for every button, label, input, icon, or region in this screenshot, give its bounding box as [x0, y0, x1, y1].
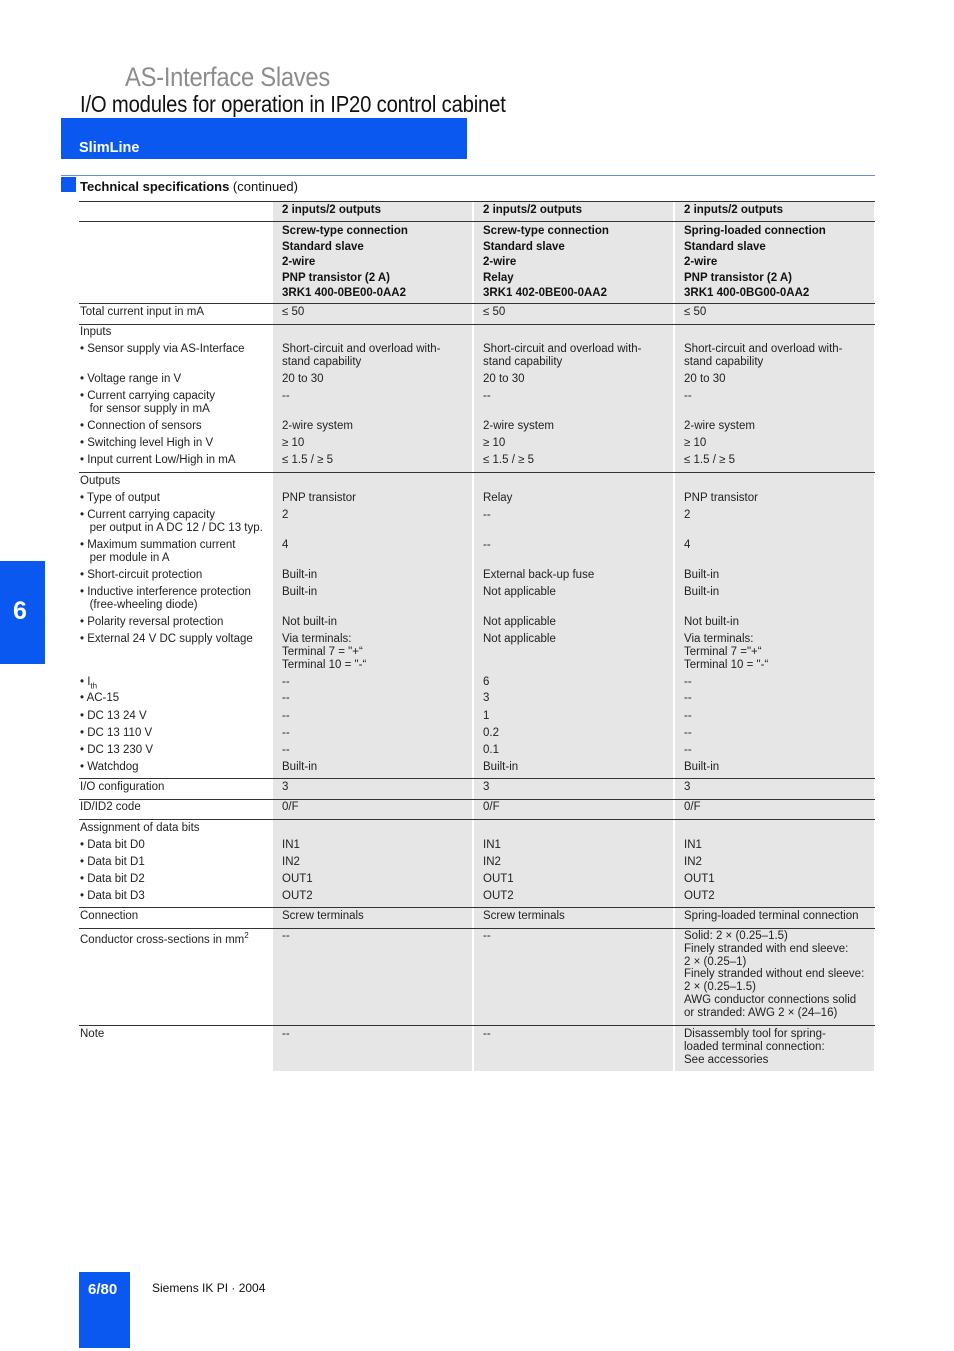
row-value: Not built-in: [282, 616, 337, 628]
row-label-text: • Switching level High in V: [80, 437, 214, 449]
row-value: Built-in: [282, 586, 318, 598]
page-title: AS-Interface Slaves: [125, 62, 330, 92]
row-label-text: • Voltage range in V: [80, 373, 182, 385]
row-label: [80, 930, 249, 947]
row-label-text: • Connection of sensors: [80, 420, 202, 432]
row-value: ≤ 1.5 / ≥ 5: [483, 454, 534, 466]
row-value: 2-wire system: [282, 420, 353, 432]
row-label-superscript: 2: [244, 931, 249, 940]
row-label-text: • Sensor supply via AS-Interface: [80, 343, 245, 355]
row-value: ≤ 50: [282, 306, 305, 318]
table-rule: [79, 799, 875, 800]
row-value: 4: [282, 539, 289, 551]
row-label-text: • External 24 V DC supply voltage: [80, 633, 253, 645]
row-value: --: [483, 930, 491, 942]
column-description: Screw-type connection Standard slave 2-wire Relay 3RK1 402-0BE00-0AA2: [483, 225, 609, 299]
row-value: ≥ 10: [684, 437, 707, 449]
row-label: [80, 420, 202, 433]
row-label: [80, 306, 204, 319]
row-label-text: ID/ID2 code: [80, 801, 141, 813]
row-label-text: • AC-15: [80, 692, 120, 704]
row-value: ≤ 50: [684, 306, 707, 318]
row-value: --: [684, 390, 692, 402]
row-value: 1: [483, 710, 490, 722]
row-label-text: • Short-circuit protection: [80, 569, 203, 581]
row-label: [80, 910, 138, 923]
row-value: 2-wire system: [483, 420, 554, 432]
row-value: 3: [483, 692, 490, 704]
row-label: [80, 437, 213, 450]
row-value: ≥ 10: [483, 437, 506, 449]
row-label-text: • Data bit D3: [80, 890, 145, 902]
row-value: --: [282, 710, 290, 722]
row-value: OUT1: [282, 873, 313, 885]
row-value: 20 to 30: [483, 373, 525, 385]
table-rule: [79, 907, 875, 908]
row-value: ≤ 1.5 / ≥ 5: [684, 454, 735, 466]
row-label-text: • Watchdog: [80, 761, 139, 773]
row-label-text: Connection: [80, 910, 139, 922]
column-description: Spring-loaded connection Standard slave 2-wire PNP transistor (2 A) 3RK1 400-0BG00-0AA2: [684, 225, 826, 299]
row-value: IN1: [282, 839, 300, 851]
row-label: [80, 492, 160, 505]
row-value: --: [282, 727, 290, 739]
row-value: PNP transistor: [282, 492, 356, 504]
row-value: ≤ 1.5 / ≥ 5: [282, 454, 333, 466]
row-label: [80, 390, 215, 416]
row-label: [80, 539, 235, 565]
row-value: Spring-loaded terminal connection: [684, 910, 859, 922]
row-value: Relay: [483, 492, 513, 504]
row-value: 2-wire system: [684, 420, 755, 432]
publisher-note: Siemens IK PI · 2004: [152, 1281, 266, 1295]
row-value: Built-in: [684, 586, 720, 598]
column-description: Screw-type connection Standard slave 2-wire PNP transistor (2 A) 3RK1 400-0BE00-0AA2: [282, 225, 408, 299]
column-header: 2 inputs/2 outputs: [684, 204, 784, 216]
row-label-text: I/O configuration: [80, 781, 165, 793]
table-rule: [79, 1025, 875, 1026]
row-label: [80, 890, 145, 903]
row-label-text: • Data bit D2: [80, 873, 145, 885]
row-value: 20 to 30: [282, 373, 324, 385]
row-value: 6: [483, 676, 490, 688]
row-value: Built-in: [684, 761, 720, 773]
chapter-number: 6: [13, 597, 27, 625]
row-value: IN2: [282, 856, 300, 868]
row-value: --: [282, 744, 290, 756]
row-value: Not applicable: [483, 616, 556, 628]
spec-heading-suffix: (continued): [229, 179, 298, 194]
row-label-text: Note: [80, 1028, 105, 1040]
row-label: [80, 616, 223, 629]
row-label: [80, 839, 145, 852]
row-value: --: [282, 676, 290, 688]
row-value: --: [282, 930, 290, 942]
row-value: --: [282, 692, 290, 704]
row-value: OUT2: [282, 890, 313, 902]
row-label: [80, 744, 153, 757]
row-value: Built-in: [684, 569, 720, 581]
row-label-text: • Inductive interference protection (free-wheeling diode): [80, 586, 251, 611]
row-value: Not built-in: [684, 616, 739, 628]
page-subtitle: I/O modules for operation in IP20 control cabinet: [80, 91, 506, 117]
row-value: Short-circuit and overload with- stand capability: [282, 343, 441, 368]
row-label-text: Inputs: [80, 326, 112, 338]
row-value: 0.1: [483, 744, 499, 756]
row-value: --: [483, 1028, 491, 1040]
row-label-text: • Type of output: [80, 492, 160, 504]
table-rule: [79, 324, 875, 325]
row-value: External back-up fuse: [483, 569, 595, 581]
row-value: --: [483, 390, 491, 402]
row-value: 0/F: [684, 801, 701, 813]
page-number-box: [79, 1272, 130, 1348]
table-rule: [79, 472, 875, 473]
row-label: [80, 781, 164, 794]
row-value: Via terminals: Terminal 7 ="+“ Terminal 10 = "-“: [684, 633, 769, 671]
row-label: [80, 692, 119, 705]
row-value: --: [684, 710, 692, 722]
row-value: 20 to 30: [684, 373, 726, 385]
row-label-text: • Data bit D1: [80, 856, 145, 868]
row-value: Built-in: [483, 761, 519, 773]
row-value: --: [684, 744, 692, 756]
table-rule: [79, 303, 875, 304]
row-value: --: [684, 727, 692, 739]
row-label-text: • Data bit D0: [80, 839, 145, 851]
page-number: 6/80: [88, 1281, 118, 1298]
row-label: [80, 373, 181, 386]
row-label-text: Assignment of data bits: [80, 822, 200, 834]
row-value: Screw terminals: [483, 910, 565, 922]
table-rule: [79, 221, 875, 222]
row-value: 3: [483, 781, 490, 793]
row-value: Built-in: [282, 569, 318, 581]
row-label-text: • Maximum summation current per module in A: [80, 539, 236, 564]
row-label: [80, 586, 251, 612]
row-label: [80, 761, 139, 774]
row-value: --: [483, 539, 491, 551]
row-label: [80, 822, 200, 835]
row-label-text: • I: [80, 676, 91, 688]
row-label: [80, 633, 253, 646]
row-value: OUT2: [483, 890, 514, 902]
row-label: [80, 801, 141, 814]
row-value: --: [282, 1028, 290, 1040]
row-label: [80, 727, 152, 740]
row-label: [80, 509, 263, 535]
row-label-text: • DC 13 110 V: [80, 727, 153, 739]
table-rule: [79, 928, 875, 929]
row-label-text: • Current carrying capacity per output in A DC 12 / DC 13 typ.: [80, 509, 263, 534]
row-value: --: [483, 509, 491, 521]
row-value: Built-in: [282, 761, 318, 773]
row-label-text: • DC 13 24 V: [80, 710, 147, 722]
row-label: [80, 1028, 104, 1041]
row-label-text: Conductor cross-sections in mm: [80, 933, 245, 946]
row-value: IN1: [483, 839, 501, 851]
spec-heading-bold: Technical specifications: [80, 179, 230, 194]
column-header: 2 inputs/2 outputs: [282, 204, 382, 216]
row-label-text: • Input current Low/High in mA: [80, 454, 236, 466]
row-label: [80, 710, 147, 723]
row-label-text: • DC 13 230 V: [80, 744, 154, 756]
row-label: [80, 569, 202, 582]
row-value: 3: [282, 781, 289, 793]
row-value: Not applicable: [483, 586, 556, 598]
row-value: Screw terminals: [282, 910, 364, 922]
row-value: Short-circuit and overload with- stand capability: [684, 343, 843, 368]
row-value: OUT1: [483, 873, 514, 885]
row-value: --: [684, 676, 692, 688]
row-value: OUT1: [684, 873, 715, 885]
table-rule: [79, 778, 875, 779]
row-label-text: • Current carrying capacity for sensor supply in mA: [80, 390, 216, 415]
table-rule: [79, 201, 875, 202]
row-value: --: [684, 692, 692, 704]
row-value: OUT2: [684, 890, 715, 902]
row-value: PNP transistor: [684, 492, 758, 504]
row-value: ≥ 10: [282, 437, 305, 449]
row-value: 3: [684, 781, 691, 793]
row-value: IN2: [483, 856, 501, 868]
row-label: [80, 454, 236, 467]
row-value: 2: [684, 509, 691, 521]
row-label-text: • Polarity reversal protection: [80, 616, 224, 628]
row-value: IN2: [684, 856, 702, 868]
row-value: --: [282, 390, 290, 402]
row-label: [80, 326, 111, 339]
row-value: 4: [684, 539, 691, 551]
row-label: [80, 676, 97, 693]
row-value: Via terminals: Terminal 7 = "+“ Terminal 10 = "-“: [282, 633, 367, 671]
row-value: IN1: [684, 839, 702, 851]
section-title: SlimLine: [79, 140, 140, 156]
row-label: [80, 856, 145, 869]
row-label-text: Total current input in mA: [80, 306, 205, 318]
row-value: 0/F: [282, 801, 299, 813]
column-header: 2 inputs/2 outputs: [483, 204, 583, 216]
row-value: Short-circuit and overload with- stand capability: [483, 343, 642, 368]
row-value: Not applicable: [483, 633, 556, 645]
row-label: [80, 343, 244, 356]
row-value: 2: [282, 509, 289, 521]
row-value: ≤ 50: [483, 306, 506, 318]
table-rule: [79, 819, 875, 820]
row-label-subscript: th: [90, 681, 98, 691]
row-label: [80, 475, 120, 488]
row-value: 0.2: [483, 727, 499, 739]
row-value: 0/F: [483, 801, 500, 813]
row-value: Disassembly tool for spring- loaded terminal connection: See accessories: [684, 1028, 826, 1066]
row-label-text: Outputs: [80, 475, 121, 487]
row-label: [80, 873, 145, 886]
row-value: Solid: 2 × (0.25–1.5) Finely stranded with end sleeve: 2 × (0.25–1) Finely stranded without end sleeve: 2 × (0.25–1.5) AWG conductor connections solid or stranded: AWG 2 × (24–16): [684, 930, 865, 1019]
